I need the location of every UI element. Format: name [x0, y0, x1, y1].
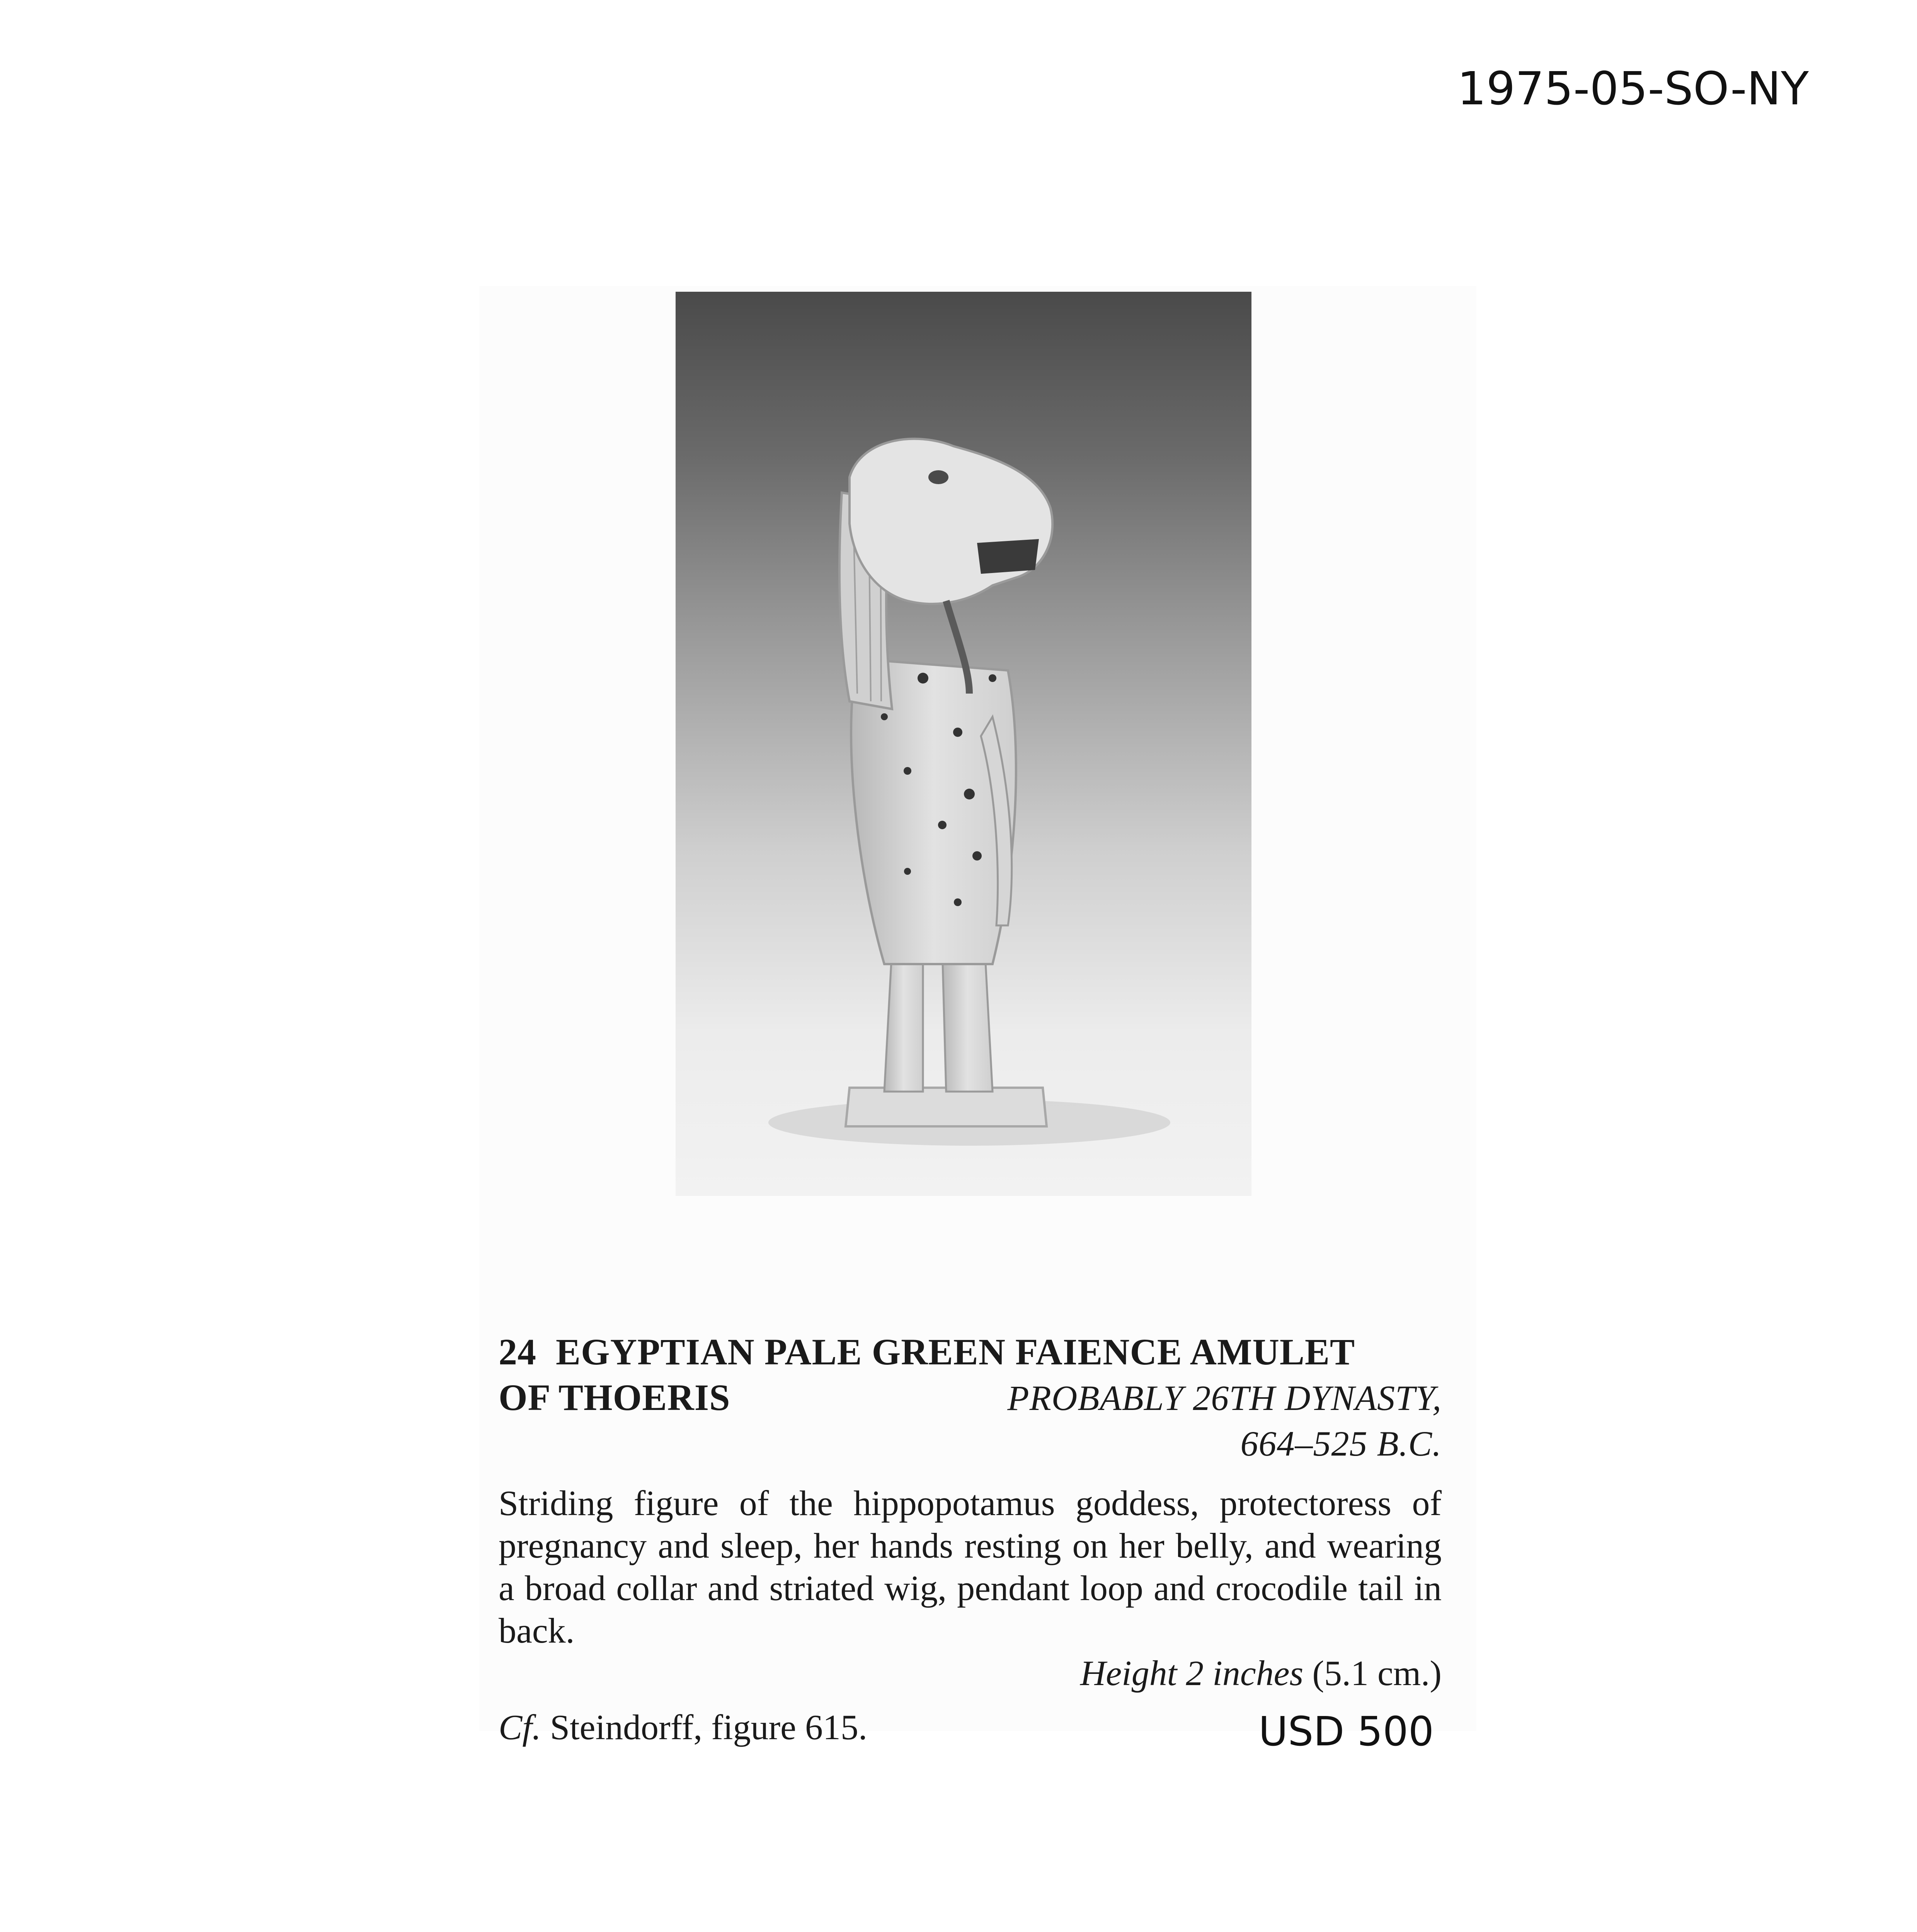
height-metric: (5.1 cm.): [1312, 1653, 1442, 1693]
lot-title-line2: OF THOERIS: [499, 1377, 730, 1418]
price-label: USD 500: [1258, 1708, 1434, 1755]
lot-height: [1080, 1652, 1442, 1694]
lot-date-line2: 664–525 B.C.: [1240, 1424, 1442, 1463]
amulet-photo: [676, 292, 1251, 1196]
lot-number: 24: [499, 1331, 536, 1372]
reference-code: 1975-05-SO-NY: [1457, 62, 1809, 115]
lot-title-line1: [499, 1329, 1355, 1375]
cf-abbreviation: Cf.: [499, 1708, 541, 1747]
catalog-entry: [499, 1329, 1442, 1748]
lot-description: Striding figure of the hippopotamus goddess, protectoress of pregnancy and sleep, her hands resting on her belly, and wearing a broad collar and striated wig, pendant loop and crocodile tail in back.: [499, 1483, 1442, 1650]
lot-date-line1: PROBABLY 26TH DYNASTY,: [1007, 1378, 1442, 1418]
heading-row-1: [499, 1329, 1442, 1375]
lot-title-text-1: EGYPTIAN PALE GREEN FAIENCE AMULET: [556, 1331, 1355, 1372]
cf-reference-text: Steindorff, figure 615.: [550, 1708, 867, 1747]
thoeris-figure-illustration: [676, 292, 1251, 1196]
heading-row-2: [499, 1375, 1442, 1421]
lot-heading: [499, 1329, 1442, 1466]
lot-measurements: [499, 1652, 1442, 1694]
height-label: Height 2 inches: [1080, 1653, 1304, 1693]
